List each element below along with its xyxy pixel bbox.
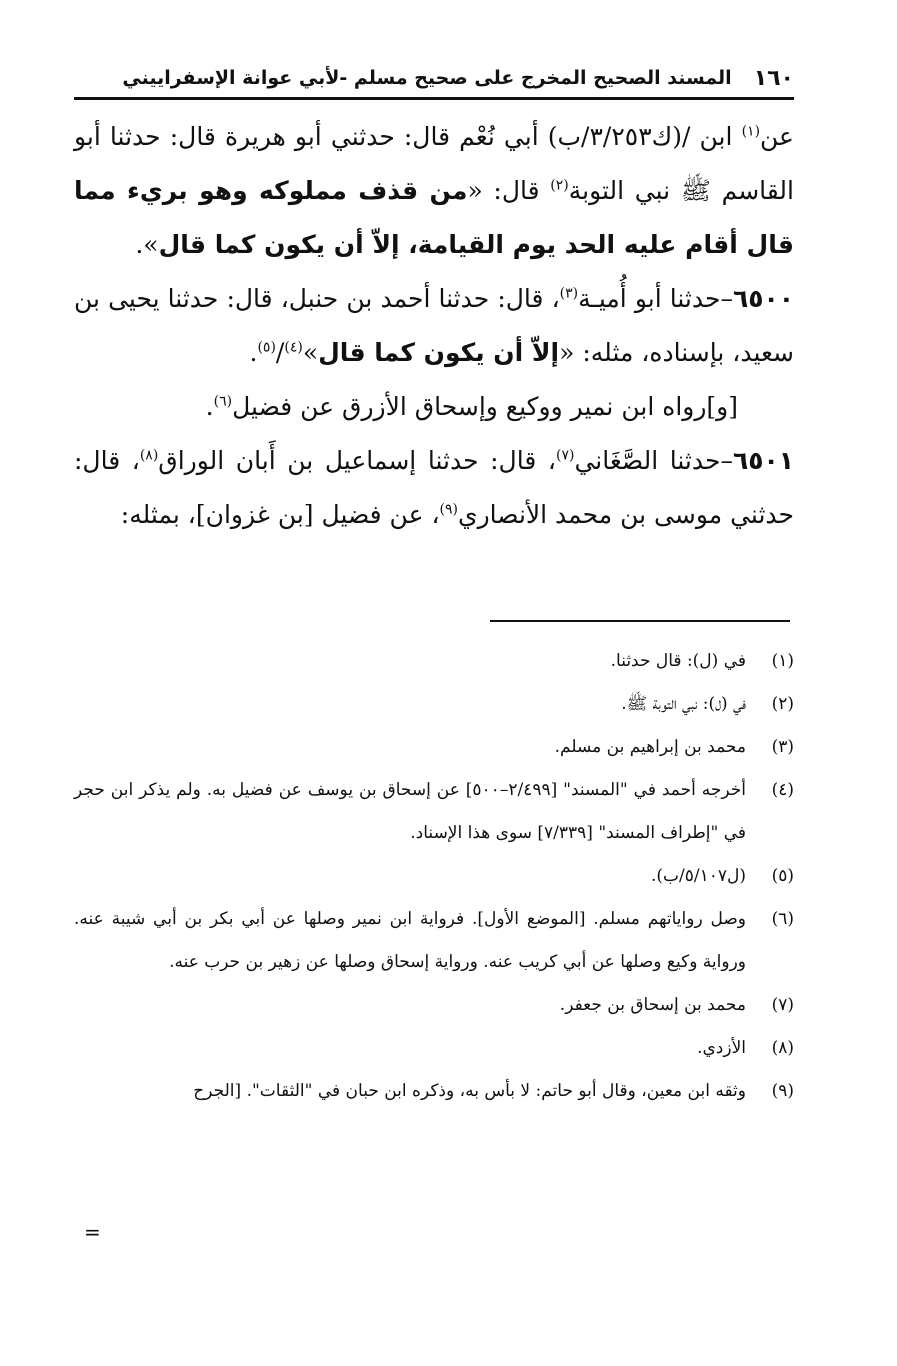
footnote-text: وصل رواياتهم مسلم. [الموضع الأول]. فرواية ابن نمير وصلها عن أبي بكر بن أبي شيبة عنه. ورواية وكيع وصلها عن أبي كريب عنه. ورواية إسحاق وصلها عن زهير بن حرب عنه. — [74, 909, 746, 972]
text-run: –حدثنا أبو أُميـة — [578, 284, 733, 313]
footnote-separator — [490, 620, 790, 622]
footnote-text: محمد بن إسحاق بن جعفر. — [559, 995, 746, 1015]
page-number: ١٦٠ — [753, 65, 794, 91]
footnote-number: (٩) — [771, 1081, 794, 1101]
text-run: [و]رواه ابن نمير ووكيع وإسحاق الأزرق عن فضيل — [232, 392, 738, 421]
footnote-item — [74, 855, 794, 898]
text-run: ، قال: حدثنا أحمد بن حنبل، قال: حدثنا يحيى بن سعيد، بإسناده، مثله: « — [74, 284, 794, 367]
footnotes — [74, 640, 794, 1113]
text-run: ». — [135, 230, 159, 259]
footnote-item — [74, 1070, 794, 1113]
footnote-text: في (ل): نبي التوبة ﷺ. — [621, 694, 746, 714]
hadith-number: ٦٥٠١ — [732, 446, 794, 475]
footnote-item — [74, 640, 794, 683]
footnote-number: (٨) — [771, 1038, 794, 1058]
footnote-ref: (٦) — [213, 393, 233, 410]
footnote-text: الأزدي. — [697, 1038, 746, 1058]
footnote-text: في (ل): قال حدثنا. — [610, 651, 746, 671]
footnote-text: وثقه ابن معين، وقال أبو حاتم: لا بأس به، وذكره ابن حبان في "الثقات". [الجرح — [193, 1081, 746, 1101]
footnote-ref: (٧) — [555, 447, 575, 464]
hadith-matn: إلاّ أن يكون كما قال — [318, 338, 560, 367]
footnote-item — [74, 898, 794, 984]
text-run: ، قال: حدثنا إسماعيل بن أَبان الوراق — [158, 446, 556, 475]
hadith-number: ٦٥٠٠ — [732, 284, 794, 313]
header-rule — [74, 97, 794, 100]
book-title: المسند الصحيح المخرج على صحيح مسلم -لأبي عوانة الإسفراييني — [122, 67, 732, 89]
footnote-ref: (١) — [741, 123, 761, 140]
footnote-number: (١) — [771, 651, 794, 671]
text-run: . — [249, 338, 258, 367]
footnote-number: (٦) — [771, 909, 794, 929]
footnote-ref: (٤) — [284, 339, 303, 356]
text-run: ، قال: حدثني موسى بن محمد الأنصاري — [74, 446, 794, 529]
text-run: / — [275, 338, 285, 367]
footnote-text: محمد بن إبراهيم بن مسلم. — [554, 737, 746, 757]
footnote-item — [74, 683, 794, 726]
paragraph-narration — [74, 380, 794, 434]
footnote-number: (٣) — [771, 737, 794, 757]
footnote-item — [74, 726, 794, 769]
paragraph-hadith-continuation — [74, 110, 794, 272]
footnote-ref: (٢) — [550, 177, 569, 194]
footnote-ref: (٥) — [257, 339, 276, 356]
footnote-ref: (٩) — [439, 501, 458, 518]
text-run: –حدثنا الصَّغَاني — [574, 446, 733, 475]
footnote-item — [74, 769, 794, 855]
text-run: قال: « — [467, 176, 551, 205]
text-run: . — [205, 392, 214, 421]
paragraph-hadith-6501 — [74, 434, 794, 542]
text-run: ، عن فضيل [بن غزوان]، بمثله: — [120, 500, 440, 529]
main-text — [74, 110, 794, 542]
paragraph-hadith-6500 — [74, 272, 794, 380]
footnote-item — [74, 1027, 794, 1070]
footnote-ref: (٣) — [559, 285, 579, 302]
footnote-number: (٢) — [771, 694, 794, 714]
footnote-number: (٤) — [771, 780, 794, 800]
continuation-mark: = — [84, 1220, 101, 1244]
footnote-text: أخرجه أحمد في "المسند" [٢/٤٩٩–٥٠٠] عن إسحاق بن يوسف عن فضيل به. ولم يذكر ابن حجر في "إطراف المسند" [٧/٣٣٩] سوى هذا الإسناد. — [74, 780, 746, 843]
footnote-item — [74, 984, 794, 1027]
text-run: » — [302, 338, 319, 367]
footnote-text: (ل٥/١٠٧/ب). — [650, 866, 746, 886]
footnote-number: (٥) — [771, 866, 794, 886]
footnote-number: (٧) — [771, 995, 794, 1015]
footnote-ref: (٨) — [139, 447, 159, 464]
text-run: عن — [760, 122, 794, 151]
text-run: ابن /(ك٣/٢٥٣/ب) أبي نُعْم قال: حدثني أبو هريرة قال: حدثنا أبو القاسم ﷺ نبي التوبة — [74, 122, 794, 205]
running-header — [74, 60, 794, 96]
hadith-matn: من قذف مملوكه وهو بريء مما قال أقام عليه الحد يوم القيامة، إلاّ أن يكون كما قال — [74, 176, 794, 259]
